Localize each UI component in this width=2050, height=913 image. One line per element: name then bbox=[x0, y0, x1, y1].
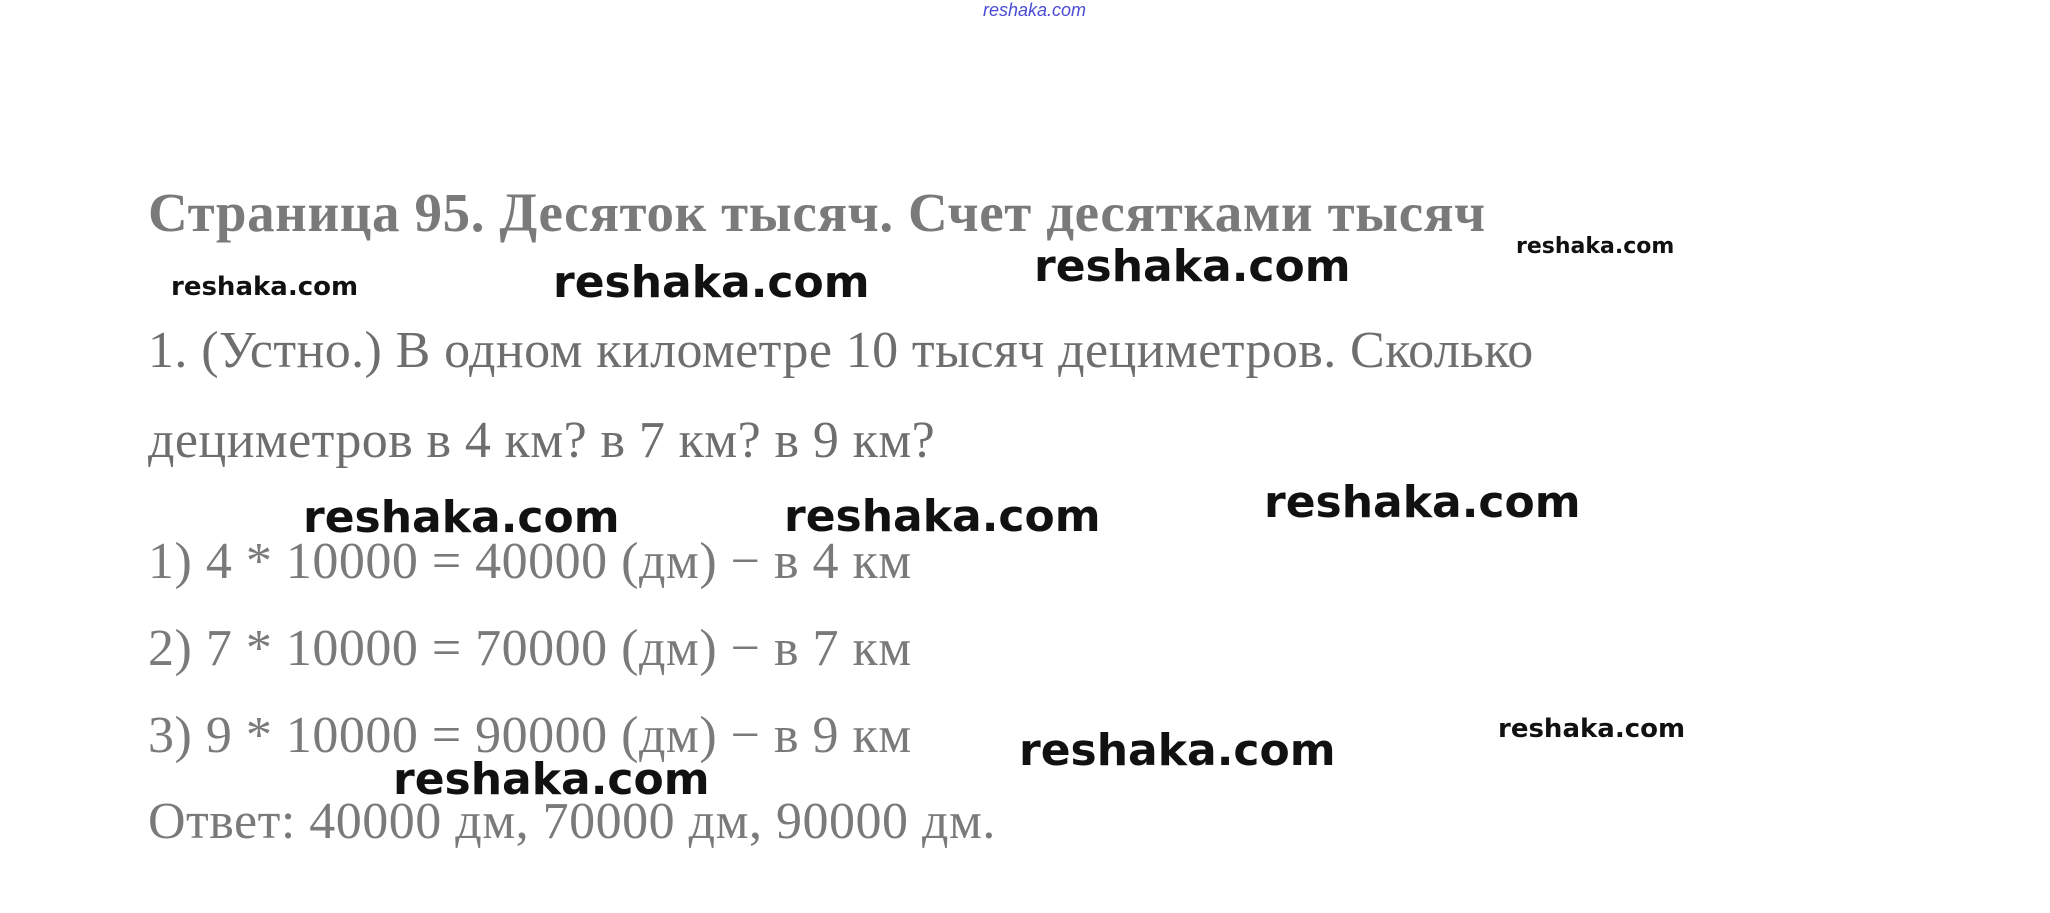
solution-step-3: 3) 9 * 10000 = 90000 (дм) − в 9 км bbox=[148, 707, 912, 764]
watermark: reshaka.com bbox=[303, 492, 620, 543]
task-text-line-1: 1. (Устно.) В одном километре 10 тысяч дециметров. Сколько bbox=[148, 322, 1534, 379]
watermark: reshaka.com bbox=[1264, 477, 1581, 528]
page-title: Страница 95. Десяток тысяч. Счет десятками тысяч bbox=[148, 182, 1486, 243]
solution-step-1: 1) 4 * 10000 = 40000 (дм) − в 4 км bbox=[148, 533, 912, 590]
watermark: reshaka.com bbox=[393, 754, 710, 805]
watermark: reshaka.com bbox=[1498, 714, 1686, 744]
task-text-line-2: дециметров в 4 км? в 7 км? в 9 км? bbox=[148, 412, 936, 469]
watermark: reshaka.com bbox=[171, 272, 359, 302]
watermark: reshaka.com bbox=[784, 491, 1101, 542]
answer-line: Ответ: 40000 дм, 70000 дм, 90000 дм. bbox=[148, 793, 996, 850]
watermark: reshaka.com bbox=[1019, 725, 1336, 776]
watermark: reshaka.com bbox=[553, 257, 870, 308]
watermark: reshaka.com bbox=[1034, 241, 1351, 292]
solution-step-2: 2) 7 * 10000 = 70000 (дм) − в 7 км bbox=[148, 620, 912, 677]
watermark: reshaka.com bbox=[1516, 234, 1675, 259]
header-site-link[interactable]: reshaka.com bbox=[983, 0, 1087, 20]
